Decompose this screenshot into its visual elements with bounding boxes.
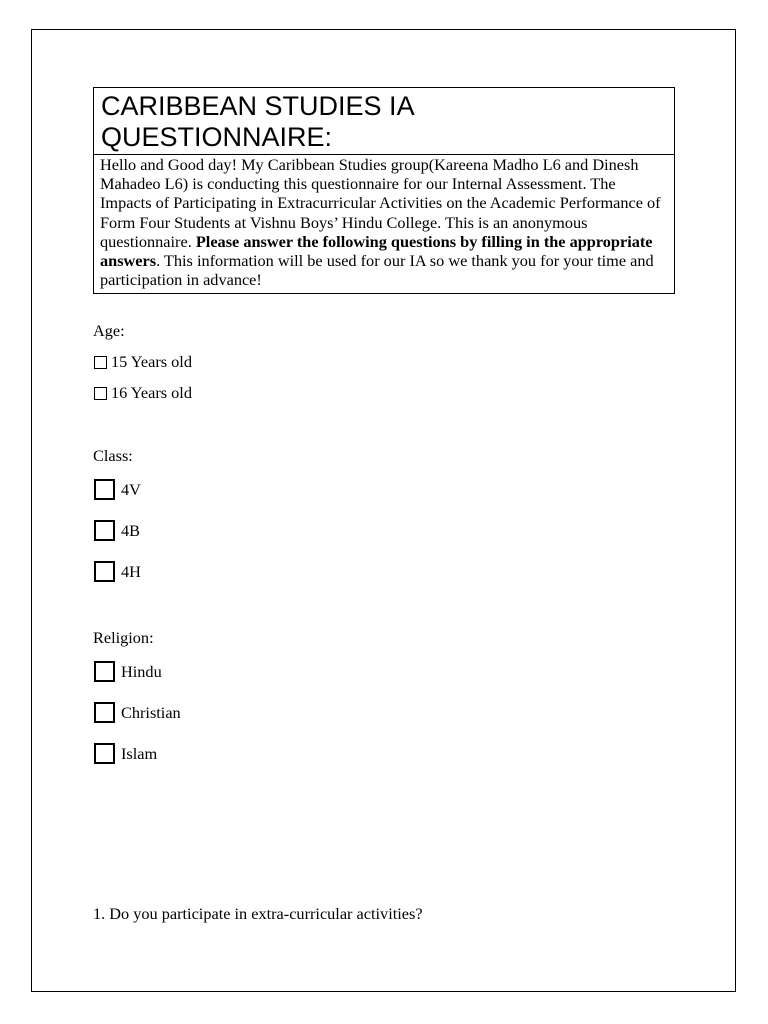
class-label: Class: [93, 446, 133, 465]
age-option-16[interactable] [94, 383, 192, 403]
intro-instruction: Please answer the following questions by filling in the appropriate answers [100, 231, 653, 271]
religion-option-islam-label: Islam [121, 744, 158, 763]
checkbox-4b[interactable] [94, 520, 115, 541]
checkbox-4v[interactable] [94, 479, 115, 500]
class-option-4h[interactable] [94, 561, 141, 582]
religion-option-hindu[interactable] [94, 661, 162, 682]
religion-label: Religion: [93, 628, 154, 647]
intro-text: Hello and Good day! My Caribbean Studies group(Kareena Madho L6 and Dinesh Mahadeo L6) is conducting this questionnaire for our Internal Assessment. The Impacts of Participating in Extracurricular Activities on the Academic Performance of Form Four Students at Vishnu Boys’ Hindu College. This is an anonymous questionnaire. [100, 155, 661, 251]
religion-option-islam[interactable] [94, 743, 157, 764]
checkbox-hindu[interactable] [94, 661, 115, 682]
checkbox-islam[interactable] [94, 743, 115, 764]
age-option-15[interactable] [94, 352, 192, 372]
checkbox-4h[interactable] [94, 561, 115, 582]
checkbox-16-years[interactable] [94, 387, 107, 400]
header-box [93, 87, 675, 294]
age-option-16-label: 16 Years old [111, 383, 192, 402]
religion-option-christian[interactable] [94, 702, 181, 723]
religion-option-hindu-label: Hindu [121, 662, 162, 681]
class-option-4v-label: 4V [121, 480, 141, 499]
checkbox-15-years[interactable] [94, 356, 107, 369]
class-option-4b[interactable] [94, 520, 140, 541]
age-label: Age: [93, 321, 125, 340]
question-1: 1. Do you participate in extra-curricular activities? [93, 904, 423, 923]
religion-option-christian-label: Christian [121, 703, 181, 722]
class-option-4v[interactable] [94, 479, 141, 500]
checkbox-christian[interactable] [94, 702, 115, 723]
page-title [94, 88, 674, 155]
class-option-4h-label: 4H [121, 562, 141, 581]
class-option-4b-label: 4B [121, 521, 141, 540]
intro-paragraph [94, 155, 674, 289]
title-line-2: QUESTIONNAIRE: [101, 122, 333, 152]
age-option-15-label: 15 Years old [111, 352, 192, 371]
intro-closing: . This information will be used for our IA so we thank you for your time and participation in advance! [100, 251, 654, 290]
title-line-1: CARIBBEAN STUDIES IA [101, 91, 415, 121]
